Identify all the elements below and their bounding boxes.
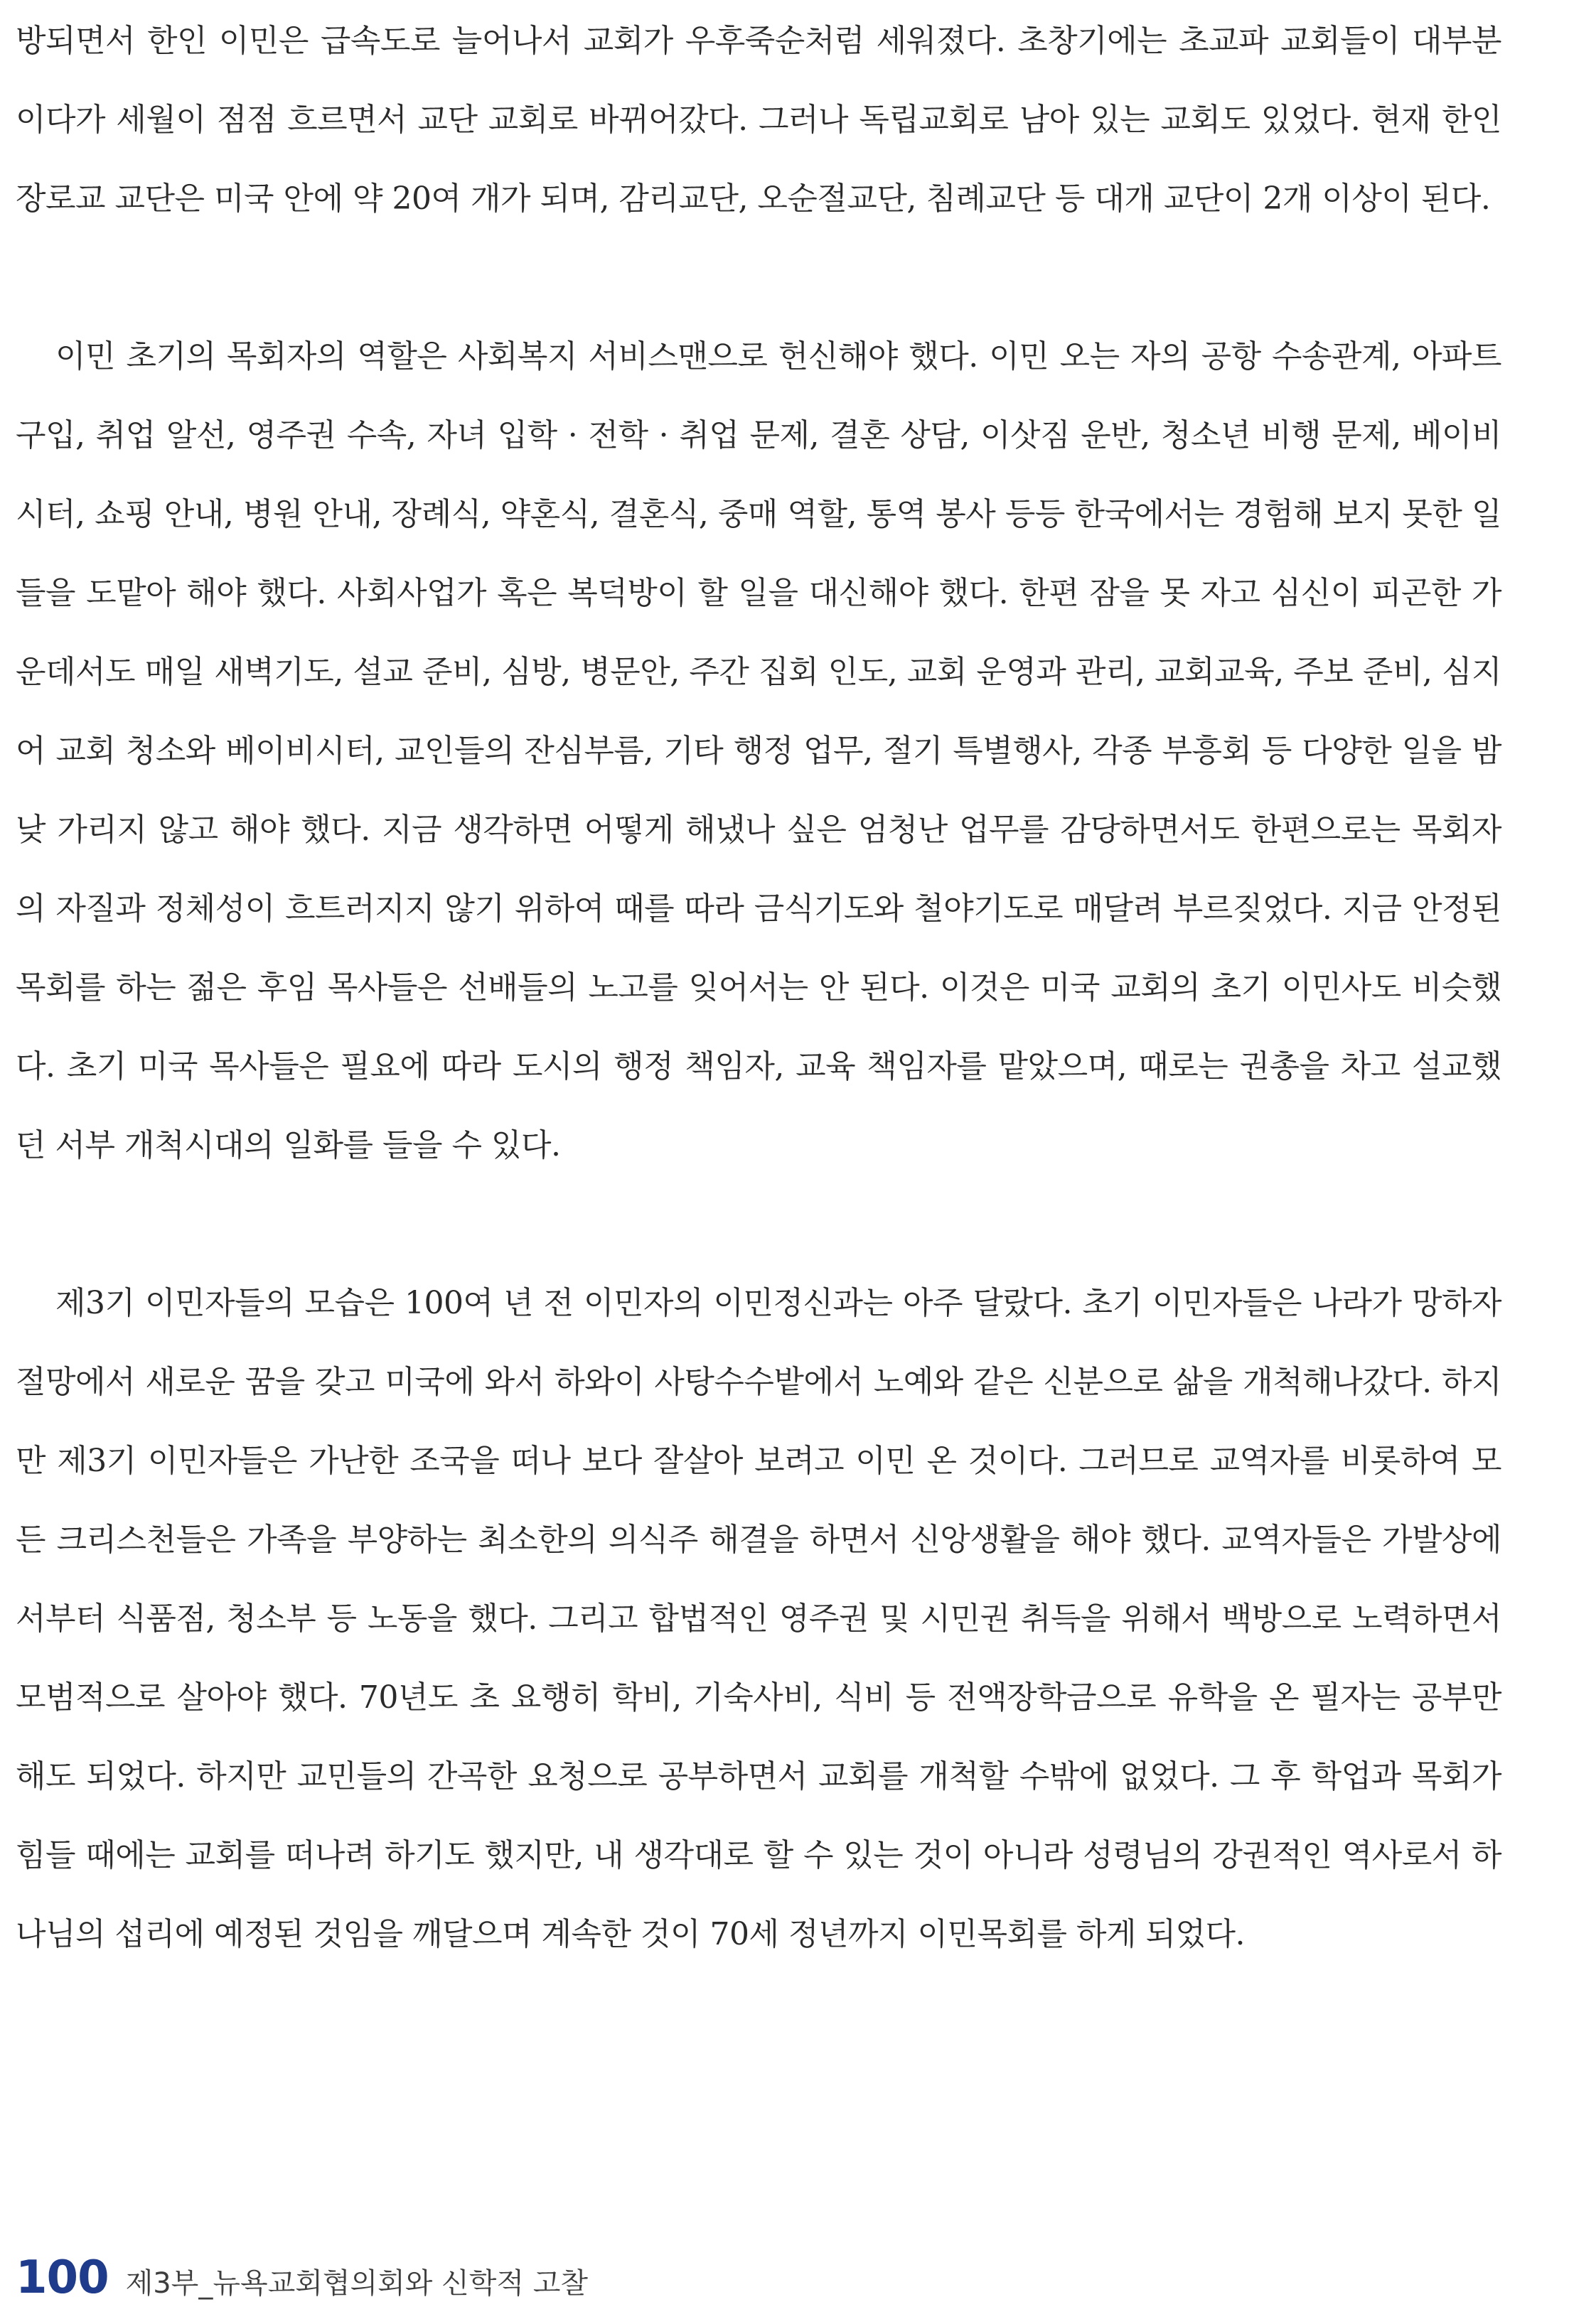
page-footer: [16, 2252, 588, 2308]
body-text: [16, 1, 1501, 1974]
paragraph-third-wave: 제3기 이민자들의 모습은 100여 년 전 이민자의 이민정신과는 아주 달랐다. 초기 이민자들은 나라가 망하자 절망에서 새로운 꿈을 갖고 미국에 와서 하와이 사탕수수밭에서 노예와 같은 신분으로 삶을 개척해나갔다. 하지만 제3기 이민자들은 가난한 조국을 떠나 보다 잘살아 보려고 이민 온 것이다. 그러므로 교역자를 비롯하여 모든 크리스천들은 가족을 부양하는 최소한의 의식주 해결을 하면서 신앙생활을 해야 했다. 교역자들은 가발상에서부터 식품점, 청소부 등 노동을 했다. 그리고 합법적인 영주권 및 시민권 취득을 위해서 백방으로 노력하면서 모범적으로 살아야 했다. 70년도 초 요행히 학비, 기숙사비, 식비 등 전액장학금으로 유학을 온 필자는 공부만 해도 되었다. 하지만 교민들의 간곡한 요청으로 공부하면서 교회를 개척할 수밖에 없었다. 그 후 학업과 목회가 힘들 때에는 교회를 떠나려 하기도 했지만, 내 생각대로 할 수 있는 것이 아니라 성령님의 강권적인 역사로서 하나님의 섭리에 예정된 것임을 깨달으며 계속한 것이 70세 정년까지 이민목회를 하게 되었다.: [16, 1285, 1502, 1952]
paragraph-continued: 방되면서 한인 이민은 급속도로 늘어나서 교회가 우후죽순처럼 세워졌다. 초창기에는 초교파 교회들이 대부분이다가 세월이 점점 흐르면서 교단 교회로 바뀌어갔다. 그러나 독립교회로 남아 있는 교회도 있었다. 현재 한인 장로교 교단은 미국 안에 약 20여 개가 되며, 감리교단, 오순절교단, 침례교단 등 대개 교단이 2개 이상이 된다.: [16, 23, 1501, 217]
paragraph-pastor-role: 이민 초기의 목회자의 역할은 사회복지 서비스맨으로 헌신해야 했다. 이민 오는 자의 공항 수송관계, 아파트 구입, 취업 알선, 영주권 수속, 자녀 입학 · 전학 · 취업 문제, 결혼 상담, 이삿짐 운반, 청소년 비행 문제, 베이비시터, 쇼핑 안내, 병원 안내, 장례식, 약혼식, 결혼식, 중매 역할, 통역 봉사 등등 한국에서는 경험해 보지 못한 일들을 도맡아 해야 했다. 사회사업가 혹은 복덕방이 할 일을 대신해야 했다. 한편 잠을 못 자고 심신이 피곤한 가운데서도 매일 새벽기도, 설교 준비, 심방, 병문안, 주간 집회 인도, 교회 운영과 관리, 교회교육, 주보 준비, 심지어 교회 청소와 베이비시터, 교인들의 잔심부름, 기타 행정 업무, 절기 특별행사, 각종 부흥회 등 다양한 일을 밤낮 가리지 않고 해야 했다. 지금 생각하면 어떻게 해냈나 싶은 엄청난 업무를 감당하면서도 한편으로는 목회자의 자질과 정체성이 흐트러지지 않기 위하여 때를 따라 금식기도와 철야기도로 매달려 부르짖었다. 지금 안정된 목회를 하는 젊은 후임 목사들은 선배들의 노고를 잊어서는 안 된다. 이것은 미국 교회의 초기 이민사도 비슷했다. 초기 미국 목사들은 필요에 따라 도시의 행정 책임자, 교육 책임자를 맡았으며, 때로는 권총을 차고 설교했던 서부 개척시대의 일화를 들을 수 있다.: [16, 338, 1502, 1163]
running-title: 제3부_뉴욕교회협의회와 신학적 고찰: [125, 2267, 589, 2300]
page-number: 100: [16, 2252, 109, 2304]
paragraph-gap: [16, 238, 1501, 317]
paragraph-gap: [16, 1185, 1501, 1264]
